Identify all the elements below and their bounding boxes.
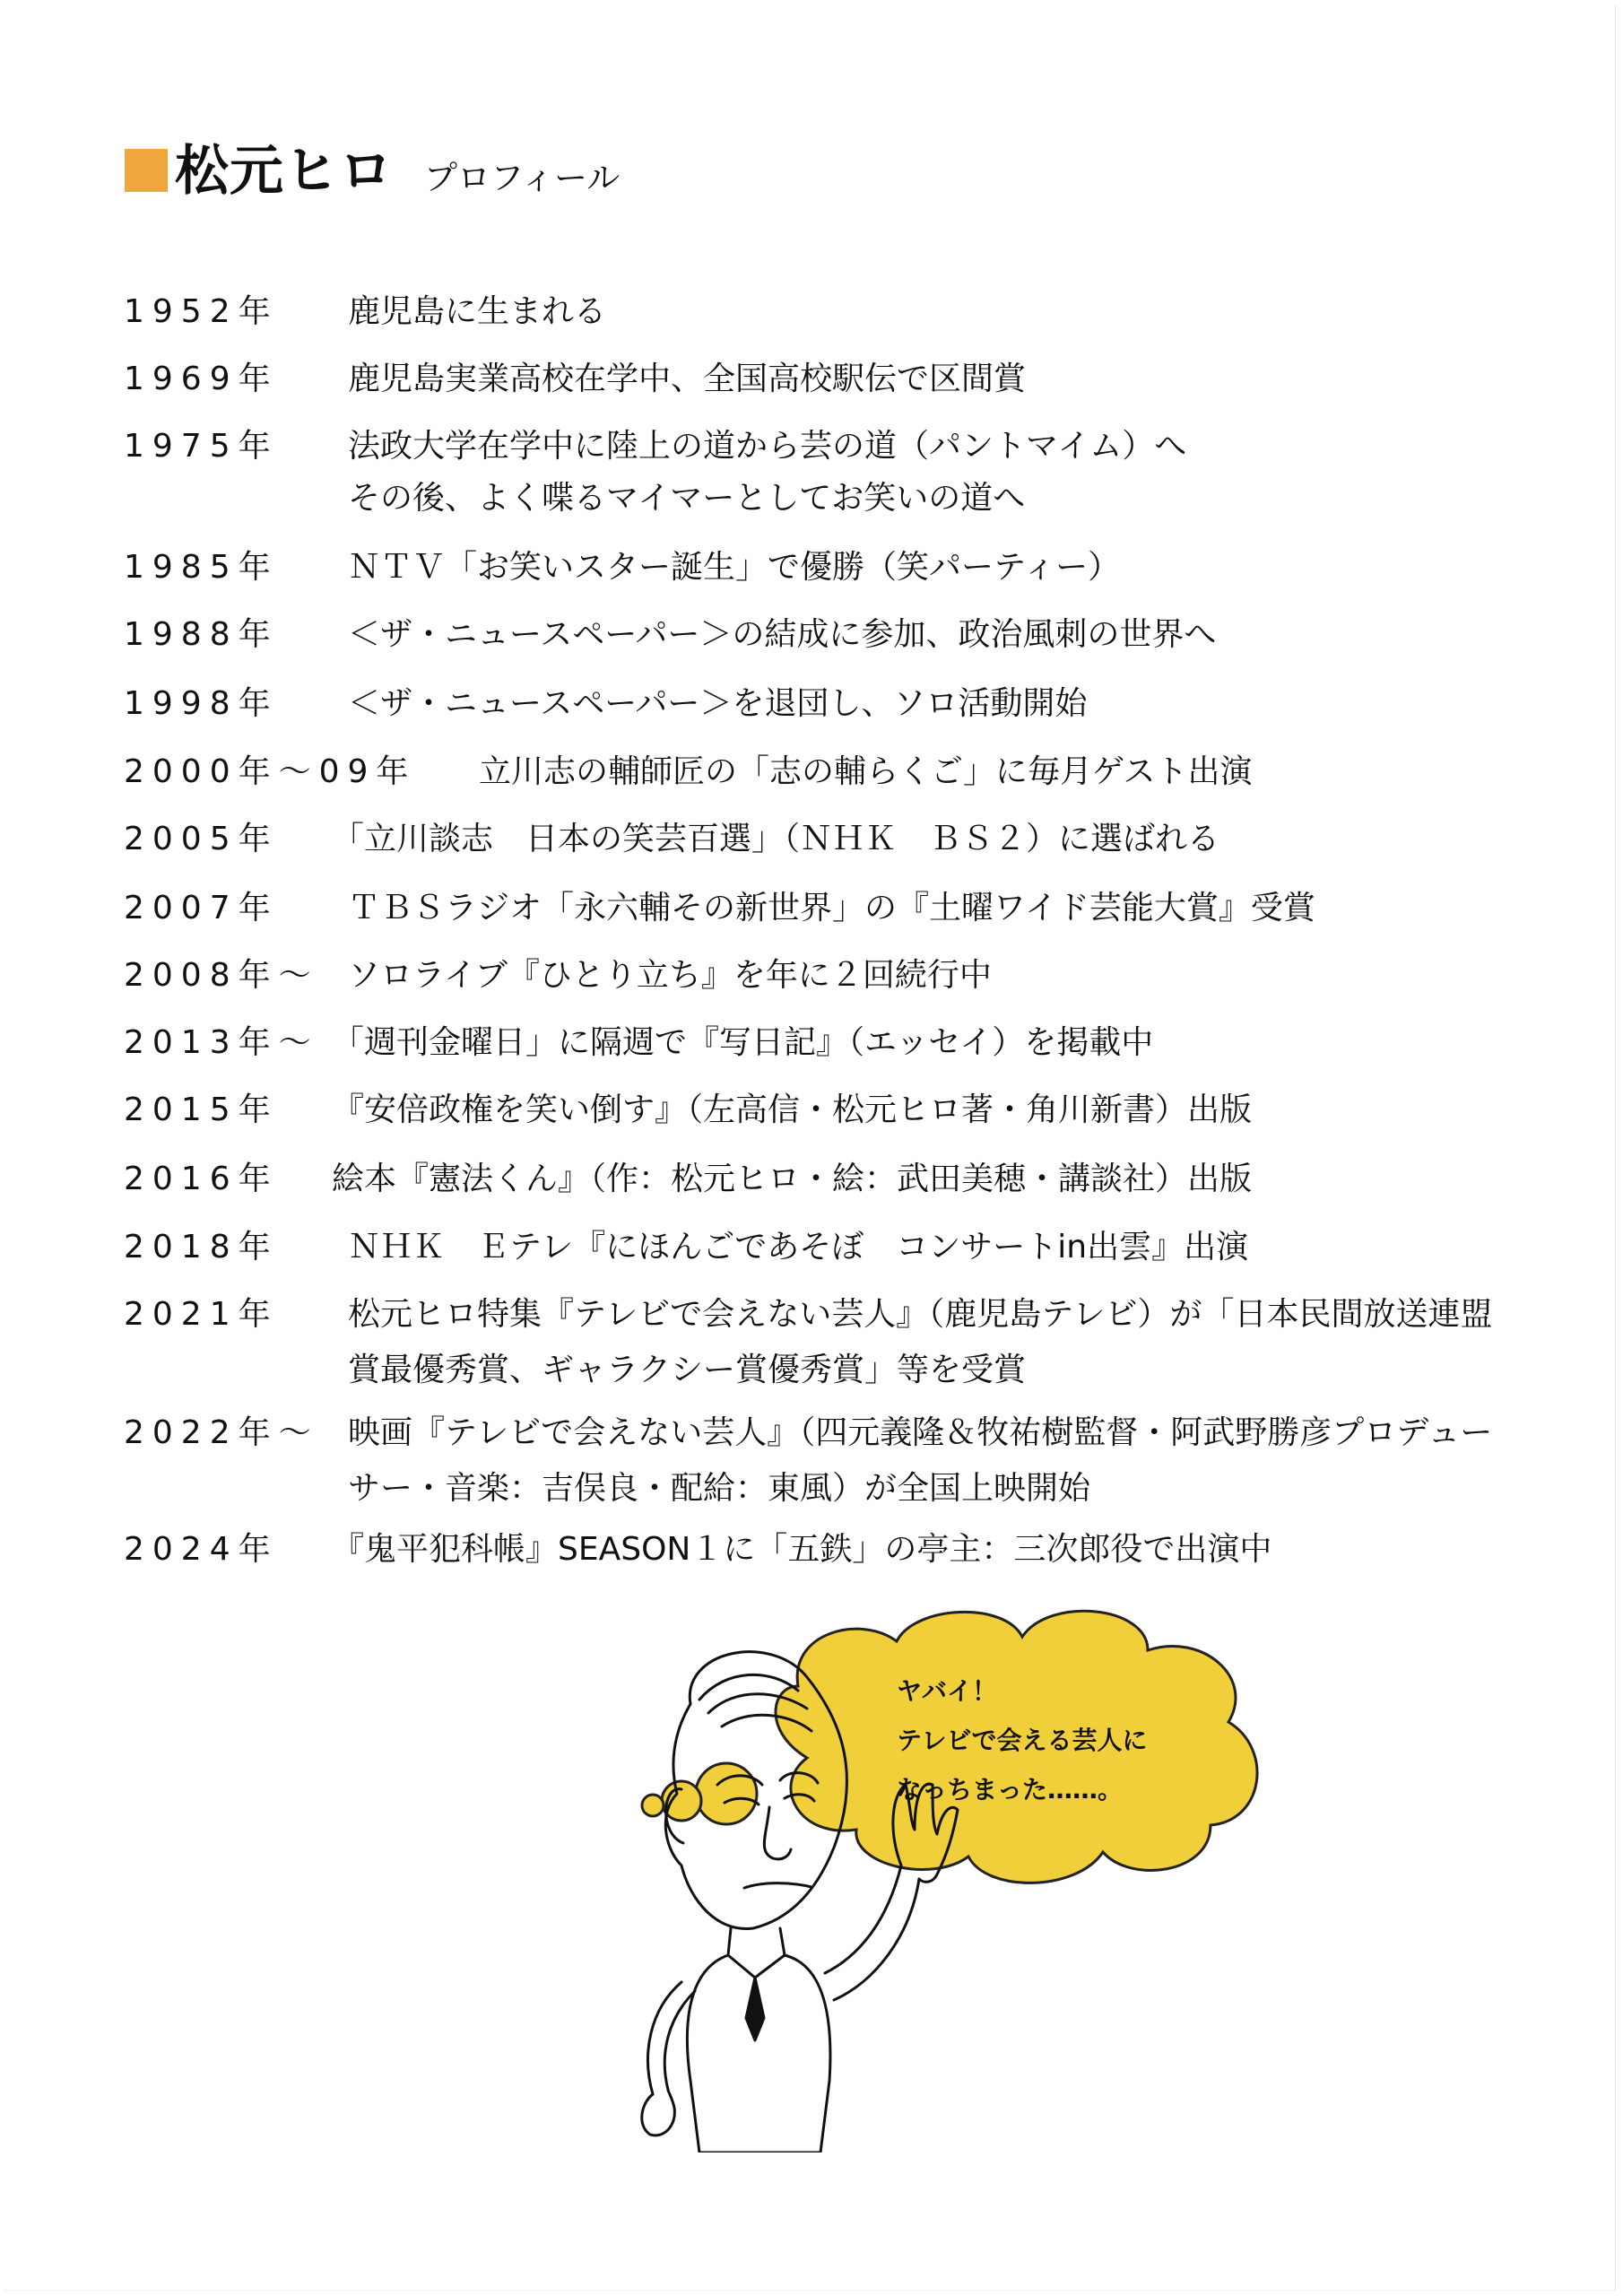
timeline-year: 2024年 (124, 1531, 279, 1568)
title-subtitle: プロフィール (424, 159, 621, 197)
timeline-text: 松元ヒロ特集『テレビで会えない芸人』（鹿児島テレビ）が「日本民間放送連盟 (348, 1296, 1493, 1333)
timeline-text: 立川志の輔師匠の「志の輔らくご」に毎月ゲスト出演 (479, 753, 1253, 790)
timeline-text: 鹿児島に生まれる (348, 293, 607, 330)
timeline-year: 2007年 (124, 890, 279, 926)
timeline-text: 鹿児島実業高校在学中、全国高校駅伝で区間賞 (348, 361, 1027, 397)
timeline-text: ソロライブ『ひとり立ち』を年に２回続行中 (348, 957, 992, 994)
timeline-text: 映画『テレビで会えない芸人』（四元義隆＆牧祐樹監督・阿武野勝彦プロデュー (348, 1414, 1493, 1451)
timeline-text: 絵本『憲法くん』（作：松元ヒロ・絵：武田美穂・講談社）出版 (332, 1161, 1253, 1197)
timeline-year: 2018年 (124, 1229, 279, 1265)
timeline-text: 『安倍政権を笑い倒す』（左高信・松元ヒロ著・角川新書）出版 (332, 1091, 1253, 1128)
timeline-text: ＮＨＫ Ｅテレ『にほんごであそぼ コンサートin出雲』出演 (348, 1229, 1249, 1265)
timeline-text: サー・音楽：吉俣良・配給：東風）が全国上映開始 (348, 1470, 1091, 1507)
caricature-illustration (628, 1596, 1524, 2152)
timeline-year: 1969年 (124, 361, 279, 397)
timeline-year: 2016年 (124, 1161, 279, 1197)
bubble-dot-small (642, 1795, 664, 1816)
title-name: 松元ヒロ (175, 140, 394, 203)
timeline-year: 1975年 (124, 428, 279, 465)
timeline-year: 1952年 (124, 293, 279, 330)
timeline-text: 「立川談志 日本の笑芸百選」（ＮＨＫ ＢＳ２）に選ばれる (332, 821, 1220, 857)
timeline-text: 賞最優秀賞、ギャラクシー賞優秀賞」等を受賞 (348, 1352, 1027, 1388)
timeline-text: ＮＴＶ「お笑いスター誕生」で優勝（笑パーティー） (348, 549, 1121, 586)
timeline-year: 1985年 (124, 549, 279, 586)
timeline-year: 2021年 (124, 1296, 279, 1333)
timeline-year: 2013年～ (124, 1024, 319, 1061)
timeline-text: ＴＢＳラジオ「永六輔その新世界」の『土曜ワイド芸能大賞』受賞 (348, 890, 1315, 926)
timeline-text: 「週刊金曜日」に隔週で『写日記』（エッセイ）を掲載中 (332, 1024, 1154, 1061)
bubble-dot-large (696, 1763, 757, 1824)
timeline-year: 2008年～ (124, 957, 319, 994)
timeline-text: 『鬼平犯科帳』SEASON１に「五鉄」の亭主：三次郎役で出演中 (332, 1531, 1272, 1568)
title-marker-square (125, 149, 168, 192)
timeline-year: 1988年 (124, 616, 279, 653)
timeline-year: 2000年～09年 (124, 753, 417, 790)
timeline-text: 法政大学在学中に陸上の道から芸の道（パントマイム）へ (348, 428, 1187, 465)
speech-line: なっちまった……。 (897, 1775, 1124, 1805)
timeline-year: 2015年 (124, 1091, 279, 1128)
timeline-text: ＜ザ・ニュースペーパー＞の結成に参加、政治風刺の世界へ (348, 616, 1217, 653)
timeline-text: ＜ザ・ニュースペーパー＞を退団し、ソロ活動開始 (348, 685, 1088, 722)
timeline-year: 2022年～ (124, 1414, 319, 1451)
timeline-year: 1998年 (124, 685, 279, 722)
speech-line: テレビで会える芸人に (897, 1726, 1148, 1755)
timeline-year: 2005年 (124, 821, 279, 857)
speech-line: ヤバイ！ (897, 1676, 998, 1706)
timeline-text: その後、よく喋るマイマーとしてお笑いの道へ (348, 480, 1026, 517)
